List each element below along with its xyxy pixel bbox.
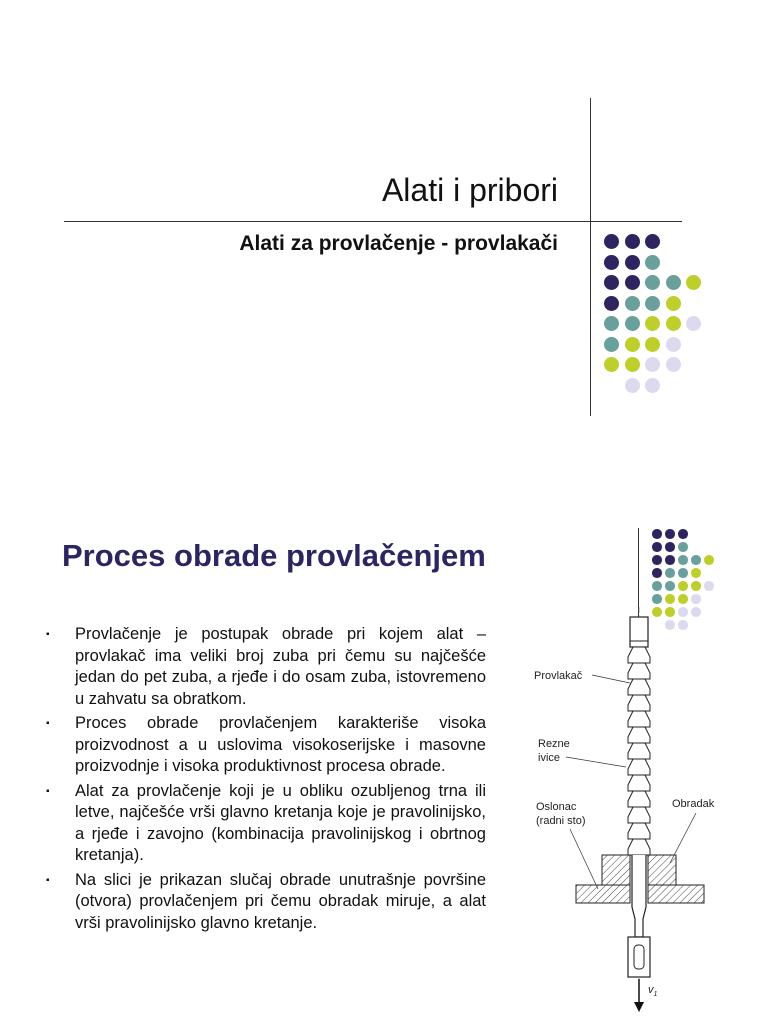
label-rezne-line2: ivice bbox=[538, 752, 561, 764]
decorative-dot bbox=[645, 275, 660, 290]
decorative-dot bbox=[604, 275, 619, 290]
label-oslonac-line2: (radni sto) bbox=[536, 815, 586, 827]
bullet-text: Provlačenje je postupak obrade pri kojem alat – provlakač ima veliki broj zuba pri čemu su najčešće jedan do pet zuba, a rjeđe i do osam zuba, istovremeno u zahvatu sa obratkom. bbox=[75, 625, 486, 708]
decorative-dot bbox=[652, 581, 662, 591]
decorative-dot bbox=[625, 255, 640, 270]
slide2-title: Proces obrade provlačenjem bbox=[62, 538, 486, 573]
arrow-down-icon bbox=[634, 1002, 644, 1012]
decorative-dot bbox=[652, 594, 662, 604]
broach-tooth bbox=[628, 647, 650, 663]
decorative-dot bbox=[678, 594, 688, 604]
decorative-dot bbox=[665, 568, 675, 578]
broach-neck bbox=[632, 855, 646, 937]
broach-top-shank bbox=[630, 617, 648, 647]
decorative-dot bbox=[604, 296, 619, 311]
bullet-text: Proces obrade provlačenjem karakteriše visoka proizvodnost a u uslovima visokoserijske i masovne proizvodnje i visoka produktivnost procesa obrade. bbox=[75, 714, 486, 775]
label-obradak: Obradak bbox=[672, 798, 715, 810]
table-left bbox=[576, 885, 630, 903]
decorative-dot bbox=[686, 316, 701, 331]
decorative-dot bbox=[678, 568, 688, 578]
slide1-title: Alati i pribori bbox=[381, 172, 558, 208]
decorative-dot bbox=[652, 542, 662, 552]
broach-tooth bbox=[628, 711, 650, 727]
decorative-dot bbox=[645, 296, 660, 311]
decorative-dot bbox=[666, 275, 681, 290]
label-provlakac: Provlakač bbox=[534, 670, 583, 682]
decorative-dot bbox=[665, 594, 675, 604]
title-slide bbox=[0, 0, 768, 500]
broach-tooth bbox=[628, 839, 650, 855]
slide1-subtitle: Alati za provlačenje - provlakači bbox=[239, 232, 558, 255]
velocity-label: $v_1$ bbox=[648, 984, 658, 998]
slide1-vertical-rule bbox=[590, 98, 591, 416]
decorative-dot bbox=[625, 316, 640, 331]
broach-slot bbox=[634, 945, 644, 969]
label-rezne-line1: Rezne bbox=[538, 738, 570, 750]
slide2-vertical-rule bbox=[638, 528, 639, 618]
decorative-dot bbox=[645, 357, 660, 372]
decorative-dot bbox=[666, 316, 681, 331]
decorative-dot bbox=[691, 568, 701, 578]
broach-tooth bbox=[628, 807, 650, 823]
decorative-dot bbox=[645, 316, 660, 331]
broach-tooth bbox=[628, 743, 650, 759]
decorative-dot bbox=[625, 378, 640, 393]
decorative-dot bbox=[666, 337, 681, 352]
bullet-marker-icon: ▪ bbox=[46, 874, 50, 886]
decorative-dot bbox=[625, 357, 640, 372]
decorative-dot bbox=[604, 255, 619, 270]
content-slide bbox=[0, 512, 768, 1024]
decorative-dot bbox=[665, 529, 675, 539]
decorative-dot bbox=[645, 337, 660, 352]
decorative-dot bbox=[652, 529, 662, 539]
decorative-dot bbox=[678, 542, 688, 552]
list-item bbox=[44, 624, 486, 710]
broach-tooth bbox=[628, 663, 650, 679]
label-oslonac-line1: Oslonac bbox=[536, 801, 577, 813]
decorative-dot bbox=[645, 255, 660, 270]
decorative-dot bbox=[604, 234, 619, 249]
decorative-dot bbox=[691, 581, 701, 591]
decorative-dot bbox=[665, 555, 675, 565]
decorative-dot bbox=[625, 296, 640, 311]
table-right bbox=[648, 885, 704, 903]
list-item bbox=[44, 781, 486, 867]
broach-tooth bbox=[628, 791, 650, 807]
broach-tooth bbox=[628, 727, 650, 743]
decorative-dot bbox=[604, 337, 619, 352]
decorative-dot bbox=[665, 542, 675, 552]
broach-tooth bbox=[628, 679, 650, 695]
decorative-dot bbox=[686, 275, 701, 290]
decorative-dot bbox=[625, 275, 640, 290]
broach-tooth bbox=[628, 823, 650, 839]
workpiece-left bbox=[602, 855, 630, 885]
decorative-dot bbox=[645, 378, 660, 393]
decorative-dot bbox=[704, 581, 714, 591]
bullet-list bbox=[44, 624, 486, 937]
bullet-marker-icon: ▪ bbox=[46, 785, 50, 797]
decorative-dot bbox=[666, 296, 681, 311]
broach-tooth bbox=[628, 695, 650, 711]
decorative-dot bbox=[704, 555, 714, 565]
decorative-dot bbox=[652, 555, 662, 565]
decorative-dot bbox=[625, 337, 640, 352]
decorative-dot bbox=[678, 529, 688, 539]
bullet-marker-icon: ▪ bbox=[46, 629, 50, 640]
decorative-dot bbox=[691, 594, 701, 604]
decorative-dot bbox=[666, 357, 681, 372]
decorative-dot bbox=[691, 555, 701, 565]
decorative-dot bbox=[678, 555, 688, 565]
decorative-dot bbox=[604, 316, 619, 331]
broach-tooth bbox=[628, 775, 650, 791]
decorative-dot bbox=[678, 581, 688, 591]
decorative-dot bbox=[604, 357, 619, 372]
broach-teeth bbox=[628, 647, 650, 855]
decorative-dot bbox=[645, 234, 660, 249]
broach-tooth bbox=[628, 759, 650, 775]
list-item bbox=[44, 870, 486, 935]
decorative-dot bbox=[625, 234, 640, 249]
broach-figure bbox=[530, 607, 760, 1027]
bullet-marker-icon: ▪ bbox=[46, 718, 50, 729]
bullet-text: Na slici je prikazan slučaj obrade unutrašnje površine (otvora) provlačenjem pri čemu obradak miruje, a alat vrši pravolinijsko glavno kretanje. bbox=[75, 870, 486, 932]
slide1-horizontal-rule bbox=[64, 221, 682, 222]
list-item bbox=[44, 713, 486, 778]
decorative-dot bbox=[665, 581, 675, 591]
bullet-text: Alat za provlačenje koji je u obliku ozubljenog trna ili letve, najčešće vrši glavno kretanja koje je pravolinijsko, a rjeđe i zavojno (kombinacija pravolinijskog i obrtnog kretanja). bbox=[75, 781, 486, 864]
decorative-dot bbox=[652, 568, 662, 578]
